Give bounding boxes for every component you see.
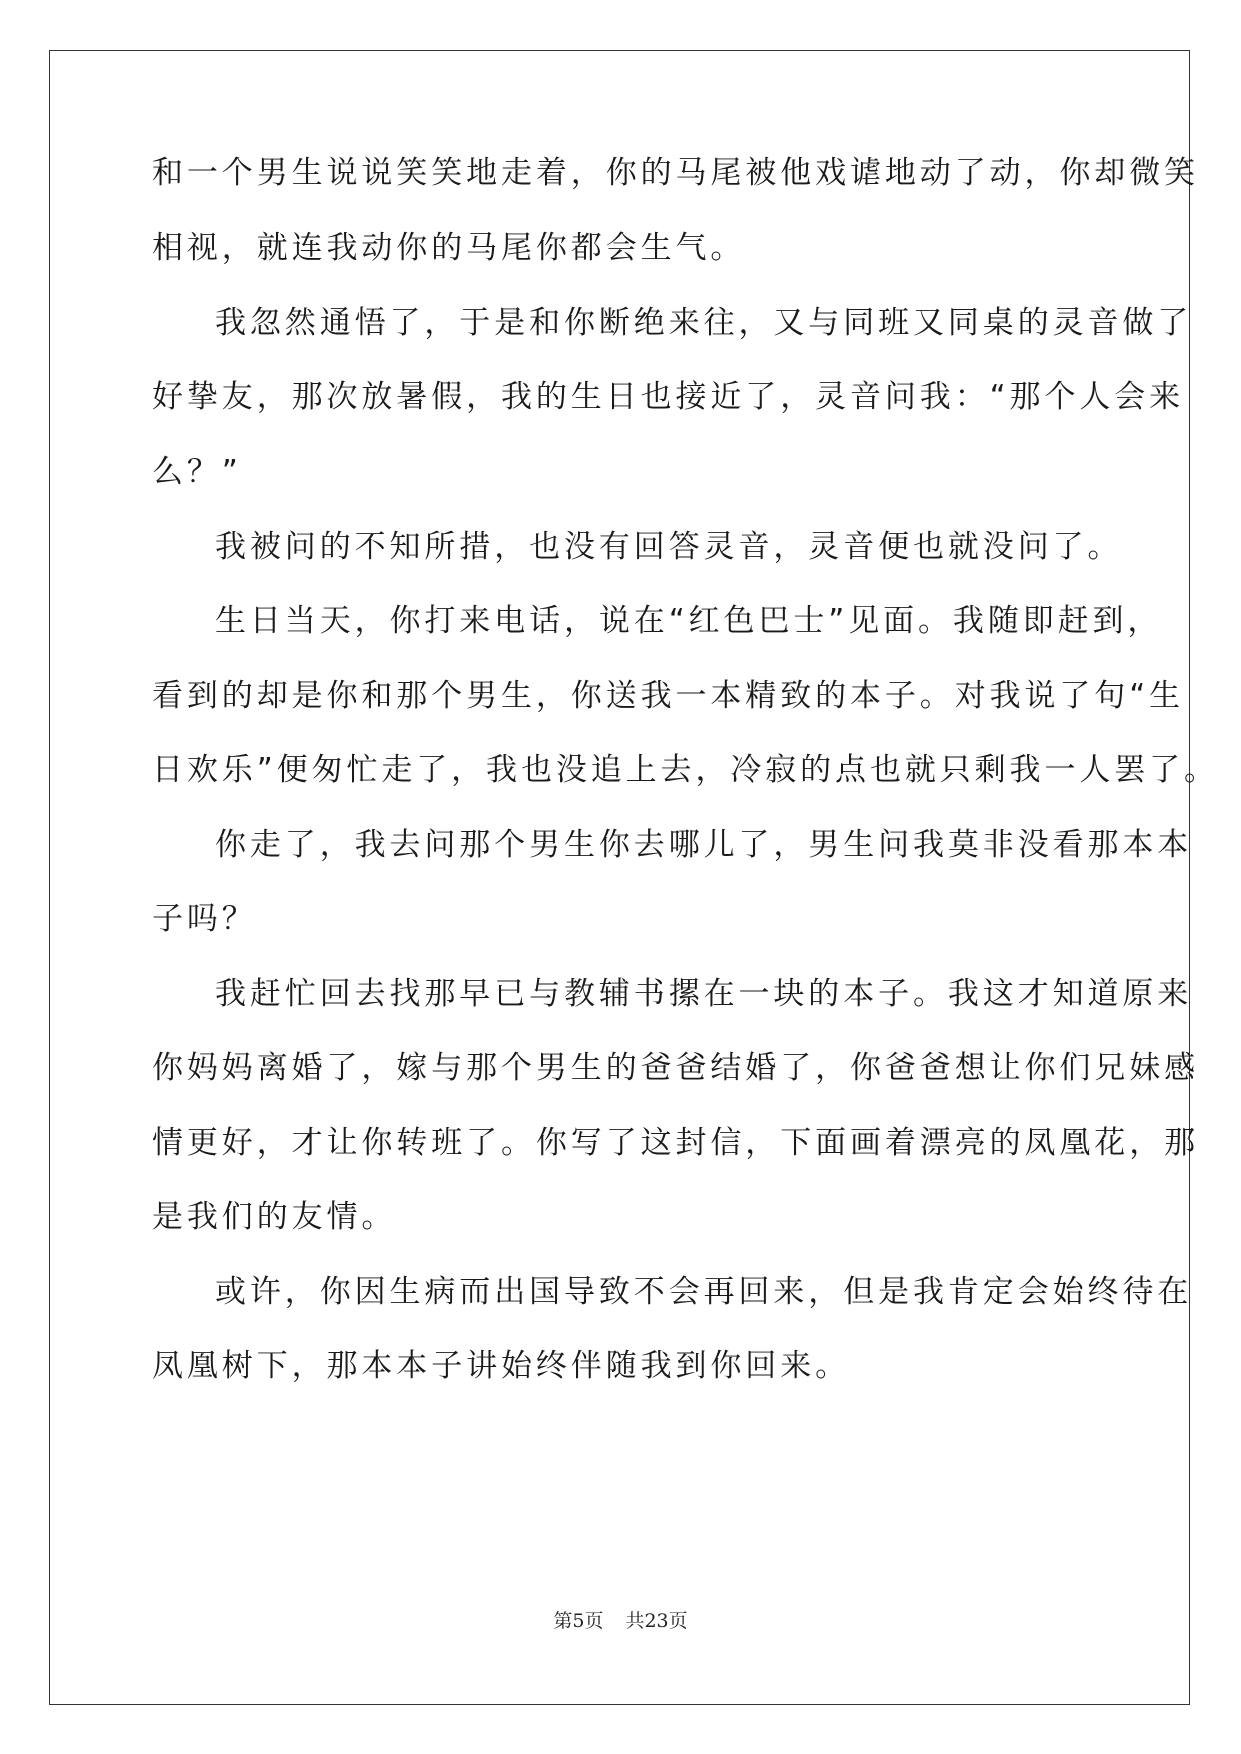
paragraph-line: 是我们的友情。 bbox=[152, 1199, 397, 1235]
total-pages-count: 共23页 bbox=[625, 1610, 688, 1632]
paragraph-line: 我赶忙回去找那早已与教辅书摞在一块的本子。我这才知道原来 bbox=[215, 976, 1193, 1012]
paragraph-line: 你妈妈离婚了，嫁与那个男生的爸爸结婚了，你爸爸想让你们兄妹感 bbox=[152, 1050, 1199, 1086]
paragraph-line: 你走了，我去问那个男生你去哪儿了，男生问我莫非没看那本本 bbox=[215, 827, 1193, 863]
paragraph-line: 和一个男生说说笑笑地走着，你的马尾被他戏谑地动了动，你却微笑 bbox=[152, 155, 1199, 191]
paragraph-line: 么？” bbox=[152, 454, 242, 490]
paragraph-line: 或许，你因生病而出国导致不会再回来，但是我肯定会始终待在 bbox=[215, 1274, 1193, 1310]
paragraph-line: 看到的却是你和那个男生，你送我一本精致的本子。对我说了句“生 bbox=[152, 678, 1185, 714]
page-border bbox=[49, 50, 1193, 1705]
paragraph-line: 子吗？ bbox=[152, 901, 257, 937]
paragraph-line: 日欢乐”便匆忙走了，我也没追上去，冷寂的点也就只剩我一人罢了。 bbox=[152, 752, 1219, 788]
paragraph-line: 我忽然通悟了，于是和你断绝来往，又与同班又同桌的灵音做了 bbox=[215, 305, 1193, 341]
paragraph-line: 凤凰树下，那本本子讲始终伴随我到你回来。 bbox=[152, 1348, 850, 1384]
paragraph-line: 好挚友，那次放暑假，我的生日也接近了，灵音问我：“那个人会来 bbox=[152, 379, 1185, 415]
paragraph-line: 我被问的不知所措，也没有回答灵音，灵音便也就没问了。 bbox=[215, 529, 1123, 565]
paragraph-line: 生日当天，你打来电话，说在“红色巴士”见面。我随即赶到， bbox=[215, 603, 1163, 639]
current-page-number: 第5页 bbox=[553, 1610, 604, 1632]
paragraph-line: 相视，就连我动你的马尾你都会生气。 bbox=[152, 230, 746, 266]
page-footer bbox=[0, 1606, 1241, 1633]
paragraph-line: 情更好，才让你转班了。你写了这封信，下面画着漂亮的凤凰花，那 bbox=[152, 1125, 1199, 1161]
